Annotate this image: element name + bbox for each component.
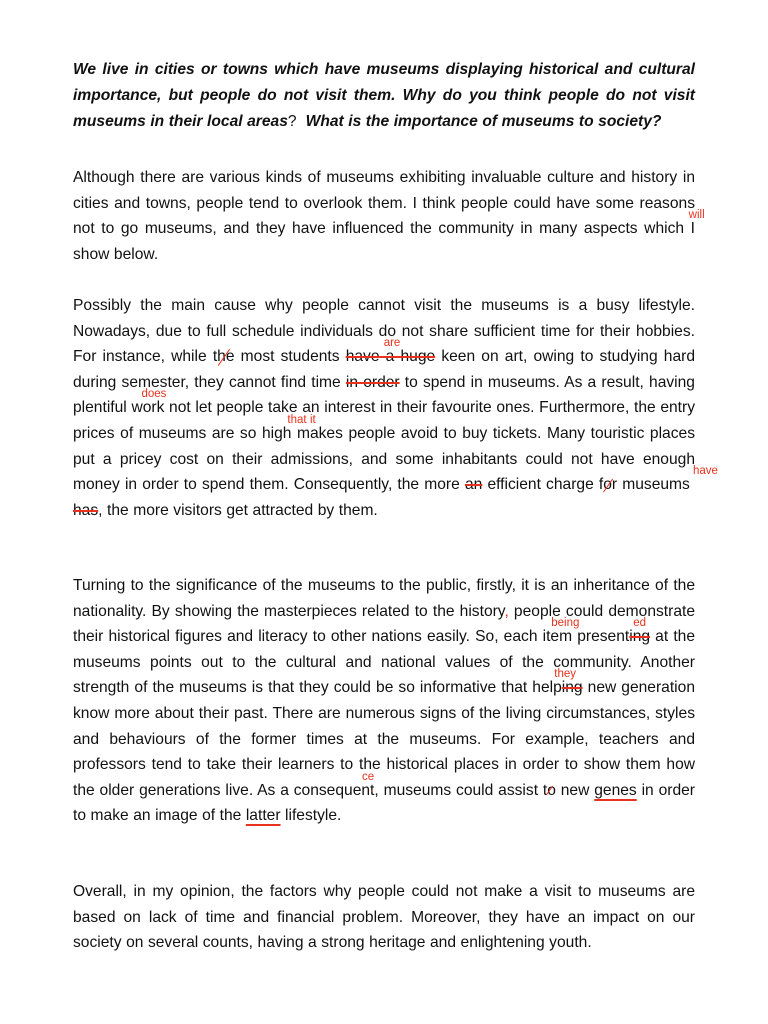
paragraph-text: efficient charge — [482, 476, 599, 494]
underlined-word: latter — [245, 807, 281, 825]
paragraph-text: makes people avoid to buy tickets. Many touristic places put a pricey cost on their admissions, and some inhabitants could not have enough money in order to spend them. Consequently, the more — [73, 424, 695, 494]
strikethrough-text: ing — [629, 628, 651, 646]
prompt-text-2: What is the importance of museums to society? — [296, 113, 662, 130]
paragraph-text: work not let people take an interest in their favourite ones. Furthermore, the entry prices of museums are so high — [73, 399, 696, 442]
strikethrough-text: have a huge — [345, 348, 436, 366]
paragraph-text: present — [577, 628, 630, 646]
paragraph-reasons: Possibly the main cause why people cannot visit the museums is a busy lifestyle. Nowadays, due to full schedule individuals do not share sufficient time for their hobbies. For instance, while the most students are have a huge keen on art, owing to studying hard during semester, they cannot find time in order to spend in museums. As a result, having plentiful does work not let people take an interest in their favourite ones. Furthermore, the entry prices of museums are so high that it makes people avoid to buy tickets. Many touristic places put a pricey cost on their admissions, and some inhabitants could not have enough money in order to spend them. Consequently, the more an efficient charge for museums have has, the more visitors get attracted by them. — [73, 297, 718, 519]
paragraph-text: Turning to the significance of the museums to the public, firstly, it is an inheritance of the nationality. By showing the masterpieces related to the history — [73, 577, 695, 620]
prompt-question-mark: ? — [287, 113, 297, 130]
paragraph-text: new — [555, 781, 595, 799]
paragraph-text: to spend in museums. As a result, having plentiful — [73, 373, 695, 417]
slashed-word: for — [598, 476, 618, 494]
paragraph-text: lifestyle. — [280, 807, 342, 825]
strikethrough-text: has — [73, 501, 99, 519]
paragraph-text: in order to make an image of the — [73, 781, 695, 825]
prompt-text: We live in cities or towns which have museums displaying historical and cultural importance, but people do not visit them. Why do you think people do not visit museums in their local areas — [73, 61, 695, 130]
slashed-letter: t — [370, 781, 375, 799]
underlined-word: genes — [594, 781, 637, 799]
slashed-word: the — [212, 348, 235, 366]
paragraph-conclusion — [73, 879, 695, 956]
paragraph-text: help — [532, 679, 562, 697]
paragraph-text: Possibly the main cause why people cannot visit the museums is a busy lifestyle. Nowadays, due to full schedule individuals do not share sufficient time for their hobbies. For instance, while — [73, 297, 695, 366]
paragraph-text: , the more visitors get attracted by them. — [98, 501, 378, 519]
paragraph-significance: Turning to the significance of the museums to the public, firstly, it is an inheritance of the nationality. By showing the masterpieces related to the history, people could demonstrate their historical figures and literacy to other nations easily. So, each item being present ed ing at the museums points out to the cultural and national values of the community. Another strength of the museums is that they could be so informative that they helping new generation know more about their past. There are numerous signs of the living circumstances, styles and behaviours of the former times at the museums. For example, teachers and professors tend to take their learners to the historical places in order to show them how the older generations live. As a consequen ce t, museums could assist to new genes in order to make an image of the latter lifestyle. — [73, 577, 695, 825]
paragraph-text: Overall, in my opinion, the factors why people could not make a visit to museums are based on lack of time and financial problem. Moreover, they have an impact on our society on several counts, having a strong heritage and enlightening youth. — [73, 883, 695, 952]
strikethrough-text: an — [464, 476, 483, 494]
paragraph-text: most students — [234, 348, 346, 366]
paragraph-intro: Although there are various kinds of museums exhibiting invaluable culture and history in cities and towns, people tend to overlook them. I think people could have some reasons not to go museums, and they have influenced the community in many aspects which will I show below. — [73, 169, 705, 263]
strikethrough-text: ing — [561, 679, 583, 697]
strikethrough-text: in order — [345, 373, 400, 391]
paragraph-text: new generation know more about their past. There are numerous signs of the living circumstances, styles and behaviours of the former times at the museums. For example, teachers and professors tend to take their learners to the historical places in order to show them how the older generations live. As a consequen — [73, 679, 695, 799]
essay-prompt — [73, 57, 695, 135]
paragraph-text: at the museums points out to the cultural and national values of the community. Another strength of the museums is that they could be so informative that — [73, 628, 695, 697]
paragraph-text: I show below. — [73, 220, 695, 263]
paragraph-text: , museums could assist — [374, 781, 543, 799]
comma-correction: , — [504, 602, 509, 620]
paragraph-text: museums — [617, 476, 695, 494]
paragraph-text: Although there are various kinds of museums exhibiting invaluable culture and history in cities and towns, people tend to overlook them. I think people could have some reasons not to go museums, and they have influenced the community in many aspects which — [73, 169, 695, 238]
paragraph-text: people could demonstrate their historical figures and literacy to other nations easily. So, each item — [73, 602, 695, 646]
paragraph-text: keen on art, owing to studying hard during semester, they cannot find time — [73, 348, 695, 391]
slashed-word: to — [542, 781, 556, 799]
